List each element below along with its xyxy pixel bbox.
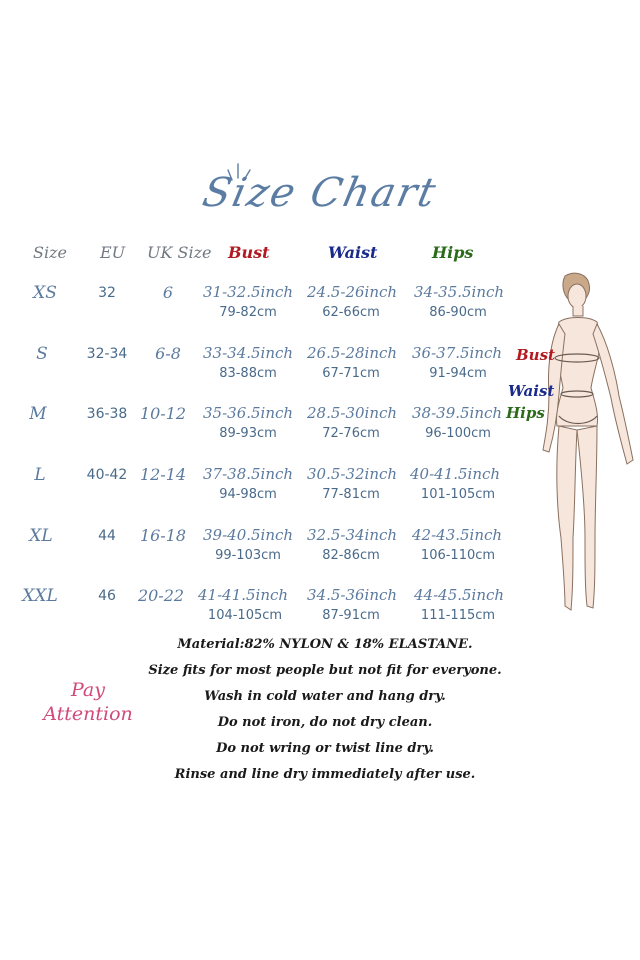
body-measurement-illustration	[505, 270, 637, 630]
waist-inch-cell: 28.5-30inch	[307, 404, 398, 422]
note-material: Material:82% NYLON & 18% ELASTANE.	[177, 637, 473, 652]
pay-attention-line-1: Pay	[71, 679, 105, 701]
table-row	[0, 404, 520, 454]
eu-cell: 32-34	[86, 346, 128, 362]
waist-inch-cell: 32.5-34inch	[307, 526, 398, 544]
note-fit: Size fits for most people but not fit for everyone.	[148, 663, 502, 678]
care-notes	[140, 632, 510, 788]
waist-inch-cell: 24.5-26inch	[307, 283, 398, 301]
figure-label-bust: Bust	[516, 346, 555, 364]
header-uk-size: UK Size	[147, 243, 212, 262]
header-eu: EU	[100, 243, 126, 262]
size-cell: M	[29, 404, 47, 424]
figure-label-waist: Waist	[508, 382, 555, 400]
size-cell: XS	[33, 283, 57, 303]
eu-cell: 32	[98, 285, 116, 301]
bust-inch-cell: 41-41.5inch	[198, 586, 289, 604]
size-chart-title	[200, 158, 440, 238]
hips-cm-cell: 101-105cm	[420, 487, 496, 502]
waist-cm-cell: 72-76cm	[322, 426, 380, 441]
size-cell: L	[34, 465, 46, 485]
bust-inch-cell: 39-40.5inch	[203, 526, 294, 544]
hips-inch-cell: 34-35.5inch	[414, 283, 505, 301]
hips-inch-cell: 42-43.5inch	[412, 526, 503, 544]
waist-cm-cell: 67-71cm	[322, 366, 380, 381]
uk-cell: 10-12	[139, 404, 187, 423]
header-waist: Waist	[328, 243, 378, 262]
uk-cell: 6	[162, 283, 174, 302]
bust-inch-cell: 33-34.5inch	[203, 344, 294, 362]
table-row	[0, 344, 520, 394]
hips-cm-cell: 91-94cm	[429, 366, 487, 381]
hips-inch-cell: 40-41.5inch	[410, 465, 501, 483]
waist-cm-cell: 87-91cm	[322, 608, 380, 623]
uk-cell: 20-22	[137, 586, 185, 605]
note-iron: Do not iron, do not dry clean.	[217, 715, 433, 730]
size-cell: XXL	[22, 586, 58, 606]
hips-cm-cell: 86-90cm	[429, 305, 487, 320]
uk-cell: 12-14	[139, 465, 187, 484]
note-rinse: Rinse and line dry immediately after use.	[174, 767, 476, 782]
hips-inch-cell: 44-45.5inch	[414, 586, 505, 604]
hips-cm-cell: 111-115cm	[420, 608, 496, 623]
bust-cm-cell: 99-103cm	[215, 548, 281, 563]
waist-inch-cell: 26.5-28inch	[307, 344, 398, 362]
note-wash: Wash in cold water and hang dry.	[204, 689, 446, 704]
bust-cm-cell: 83-88cm	[219, 366, 277, 381]
eu-cell: 44	[98, 528, 116, 544]
header-hips: Hips	[432, 243, 474, 262]
table-row	[0, 283, 520, 333]
bust-cm-cell: 89-93cm	[219, 426, 277, 441]
bust-inch-cell: 35-36.5inch	[203, 404, 294, 422]
waist-inch-cell: 34.5-36inch	[307, 586, 398, 604]
hips-inch-cell: 36-37.5inch	[412, 344, 503, 362]
note-wring: Do not wring or twist line dry.	[216, 741, 434, 756]
waist-inch-cell: 30.5-32inch	[307, 465, 398, 483]
header-bust: Bust	[228, 243, 270, 262]
uk-cell: 6-8	[155, 344, 181, 363]
waist-cm-cell: 77-81cm	[322, 487, 380, 502]
table-row	[0, 465, 520, 515]
pay-attention-label	[40, 678, 136, 726]
waist-cm-cell: 82-86cm	[322, 548, 380, 563]
table-row	[0, 586, 520, 636]
page-title: Size Chart	[198, 170, 442, 216]
figure-label-hips: Hips	[506, 404, 545, 422]
pay-attention-line-2: Attention	[43, 703, 133, 725]
hips-cm-cell: 106-110cm	[420, 548, 496, 563]
hips-cm-cell: 96-100cm	[425, 426, 491, 441]
eu-cell: 46	[98, 588, 116, 604]
bust-cm-cell: 79-82cm	[219, 305, 277, 320]
header-size: Size	[33, 243, 67, 262]
bust-cm-cell: 94-98cm	[219, 487, 277, 502]
hips-inch-cell: 38-39.5inch	[412, 404, 503, 422]
table-row	[0, 526, 520, 576]
bust-cm-cell: 104-105cm	[207, 608, 283, 623]
bust-inch-cell: 37-38.5inch	[203, 465, 294, 483]
size-cell: S	[36, 344, 48, 364]
size-cell: XL	[29, 526, 53, 546]
waist-cm-cell: 62-66cm	[322, 305, 380, 320]
bust-inch-cell: 31-32.5inch	[203, 283, 294, 301]
eu-cell: 36-38	[86, 406, 128, 422]
eu-cell: 40-42	[86, 467, 128, 483]
uk-cell: 16-18	[139, 526, 187, 545]
